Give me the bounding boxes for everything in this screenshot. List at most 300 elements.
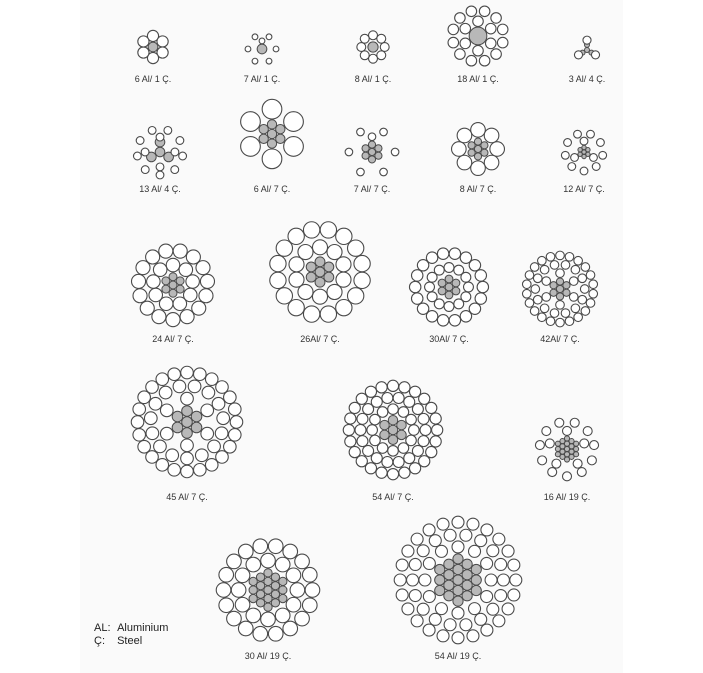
steel-strand <box>468 142 475 149</box>
steel-strand <box>256 590 264 598</box>
conductor-2 <box>355 31 392 84</box>
aluminium-strand <box>540 304 549 313</box>
aluminium-strand <box>591 51 599 59</box>
steel-strand <box>264 586 272 594</box>
aluminium-strand <box>136 137 144 145</box>
steel-strand <box>453 596 463 606</box>
legend <box>94 622 168 648</box>
aluminium-strand <box>154 440 167 453</box>
aluminium-strand <box>393 392 404 403</box>
aluminium-strand <box>156 373 169 386</box>
aluminium-strand <box>587 456 596 465</box>
aluminium-strand <box>411 615 423 627</box>
aluminium-strand <box>555 418 564 427</box>
steel-strand <box>279 577 287 585</box>
aluminium-strand <box>471 123 486 138</box>
aluminium-strand <box>138 36 149 47</box>
aluminium-strand <box>493 615 505 627</box>
aluminium-strand <box>192 301 206 315</box>
aluminium-strand <box>398 443 409 454</box>
aluminium-strand <box>479 6 490 17</box>
steel-strand <box>191 411 202 422</box>
steel-strand <box>267 120 276 129</box>
aluminium-strand <box>402 603 414 615</box>
steel-strand <box>155 147 165 157</box>
aluminium-strand <box>363 445 374 456</box>
aluminium-strand <box>283 544 298 559</box>
conductor-11 <box>270 222 370 344</box>
aluminium-strand <box>429 613 441 625</box>
aluminium-strand <box>449 248 460 259</box>
aluminium-strand <box>354 272 370 288</box>
aluminium-strand <box>268 626 283 641</box>
aluminium-strand <box>146 250 160 264</box>
steel-strand <box>453 554 463 564</box>
aluminium-strand <box>168 368 181 381</box>
steel-strand <box>435 575 445 585</box>
aluminium-strand <box>357 413 368 424</box>
aluminium-strand <box>457 128 472 143</box>
conductor-9 <box>561 130 606 194</box>
aluminium-strand <box>387 469 398 480</box>
aluminium-strand <box>402 545 414 557</box>
aluminium-strand <box>305 583 320 598</box>
aluminium-strand <box>481 591 493 603</box>
conductor-label: 6 Al/ 1 Ç. <box>134 74 172 84</box>
steel-strand <box>397 420 407 430</box>
steel-strand <box>162 285 170 293</box>
conductor-4 <box>569 36 606 84</box>
aluminium-strand <box>452 632 464 644</box>
aluminium-strand <box>452 607 464 619</box>
steel-strand <box>264 594 272 602</box>
conductor-label: 8 Al/ 7 Ç. <box>459 184 497 194</box>
aluminium-strand <box>432 424 443 435</box>
aluminium-strand <box>538 313 547 322</box>
aluminium-strand <box>409 281 420 292</box>
aluminium-strand <box>388 446 399 457</box>
aluminium-strand <box>354 255 370 271</box>
aluminium-strand <box>131 416 144 429</box>
aluminium-strand <box>510 574 522 586</box>
steel-strand <box>362 152 369 159</box>
aluminium-strand <box>455 49 466 60</box>
aluminium-strand <box>238 621 253 636</box>
aluminium-strand <box>235 568 250 583</box>
aluminium-strand <box>194 464 207 477</box>
aluminium-strand <box>391 148 399 156</box>
steel-strand <box>445 283 453 291</box>
aluminium-strand <box>181 392 194 405</box>
aluminium-strand <box>487 545 499 557</box>
aluminium-strand <box>238 544 253 559</box>
aluminium-strand <box>245 46 251 52</box>
aluminium-strand <box>592 163 600 171</box>
aluminium-strand <box>586 299 595 308</box>
aluminium-strand <box>212 397 225 410</box>
aluminium-strand <box>393 457 404 468</box>
aluminium-strand <box>583 36 591 44</box>
aluminium-strand <box>377 407 388 418</box>
aluminium-strand <box>481 624 493 636</box>
aluminium-strand <box>216 583 231 598</box>
aluminium-strand <box>217 412 230 425</box>
steel-strand <box>172 422 183 433</box>
steel-strand <box>560 439 565 444</box>
aluminium-strand <box>200 274 214 288</box>
conductor-label: 45 Al/ 7 Ç. <box>166 492 208 502</box>
aluminium-strand <box>565 317 574 326</box>
steel-strand <box>162 277 170 285</box>
steel-strand <box>388 415 398 425</box>
steel-strand <box>256 599 264 607</box>
aluminium-strand <box>404 453 415 464</box>
aluminium-strand <box>156 171 164 179</box>
legend-key: AL: <box>94 622 111 634</box>
steel-strand <box>182 406 193 417</box>
aluminium-strand <box>156 163 164 171</box>
aluminium-strand <box>542 427 551 436</box>
aluminium-strand <box>586 271 595 280</box>
aluminium-strand <box>577 468 586 477</box>
aluminium-strand <box>580 439 589 448</box>
aluminium-strand <box>423 624 435 636</box>
legend-text: Aluminium <box>117 622 169 634</box>
aluminium-strand <box>561 151 569 159</box>
steel-strand <box>375 145 382 152</box>
conductor-17 <box>216 539 320 661</box>
aluminium-strand <box>246 557 261 572</box>
aluminium-strand <box>427 292 437 302</box>
aluminium-strand <box>186 275 200 289</box>
steel-strand <box>182 428 193 439</box>
steel-strand <box>259 134 268 143</box>
aluminium-strand <box>252 58 258 64</box>
aluminium-strand <box>556 251 565 260</box>
conductor-label: 12 Al/ 7 Ç. <box>563 184 605 194</box>
aluminium-strand <box>590 154 598 162</box>
steel-strand <box>563 282 570 289</box>
conductor-5 <box>133 127 186 194</box>
aluminium-strand <box>138 440 151 453</box>
aluminium-strand <box>181 439 194 452</box>
aluminium-strand <box>418 413 429 424</box>
steel-strand <box>306 272 316 282</box>
steel-strand <box>444 591 454 601</box>
aluminium-strand <box>295 611 310 626</box>
aluminium-strand <box>545 439 554 448</box>
aluminium-strand <box>196 261 210 275</box>
aluminium-strand <box>497 24 508 35</box>
steel-strand <box>276 134 285 143</box>
aluminium-strand <box>423 524 435 536</box>
steel-strand <box>169 273 177 281</box>
conductor-label: 3 Al/ 4 Ç. <box>568 74 606 84</box>
conductor-3 <box>448 6 508 84</box>
aluminium-strand <box>477 281 488 292</box>
conductor-label: 13 Al/ 4 Ç. <box>139 184 181 194</box>
aluminium-strand <box>423 557 435 569</box>
aluminium-strand <box>568 163 576 171</box>
aluminium-strand <box>194 368 207 381</box>
aluminium-strand <box>535 441 544 450</box>
aluminium-strand <box>133 289 147 303</box>
aluminium-strand <box>132 274 146 288</box>
steel-strand <box>481 142 488 149</box>
aluminium-strand <box>166 258 180 272</box>
aluminium-strand <box>599 151 607 159</box>
steel-strand <box>586 148 590 152</box>
aluminium-strand <box>195 449 208 462</box>
aluminium-strand <box>275 608 290 623</box>
aluminium-strand <box>357 128 365 136</box>
steel-strand <box>267 129 276 138</box>
aluminium-strand <box>241 112 261 132</box>
aluminium-strand <box>473 16 484 27</box>
steel-strand <box>453 585 463 595</box>
aluminium-strand <box>409 558 421 570</box>
aluminium-strand <box>357 168 365 176</box>
aluminium-strand <box>227 554 242 569</box>
aluminium-strand <box>426 252 437 263</box>
aluminium-strand <box>508 589 520 601</box>
aluminium-strand <box>270 255 286 271</box>
aluminium-strand <box>201 404 214 417</box>
conductor-12 <box>409 248 488 344</box>
aluminium-strand <box>227 611 242 626</box>
steel-strand <box>444 580 454 590</box>
aluminium-strand <box>345 148 353 156</box>
aluminium-strand <box>396 559 408 571</box>
steel-strand <box>438 287 446 295</box>
aluminium-strand <box>466 55 477 66</box>
conductor-16 <box>535 418 598 502</box>
aluminium-strand <box>152 310 166 324</box>
aluminium-strand <box>484 128 499 143</box>
aluminium-strand <box>360 51 369 60</box>
steel-strand <box>256 573 264 581</box>
aluminium-strand <box>411 293 422 304</box>
aluminium-strand <box>202 386 215 399</box>
steel-strand <box>264 577 272 585</box>
steel-strand <box>574 446 579 451</box>
aluminium-strand <box>546 317 555 326</box>
steel-strand <box>169 281 177 289</box>
aluminium-strand <box>502 545 514 557</box>
aluminium-strand <box>133 403 146 416</box>
aluminium-strand <box>469 260 480 271</box>
aluminium-strand <box>173 297 187 311</box>
aluminium-strand <box>417 545 429 557</box>
aluminium-strand <box>261 553 276 568</box>
aluminium-strand <box>437 518 449 530</box>
aluminium-strand <box>550 261 559 270</box>
conductor-18 <box>394 516 522 661</box>
aluminium-strand <box>357 436 368 447</box>
aluminium-strand <box>565 252 574 261</box>
aluminium-strand <box>144 412 157 425</box>
aluminium-strand <box>231 583 246 598</box>
steel-strand <box>249 586 257 594</box>
steel-strand <box>462 591 472 601</box>
steel-strand <box>271 590 279 598</box>
aluminium-strand <box>437 315 448 326</box>
aluminium-strand <box>444 263 454 273</box>
steel-strand <box>453 564 463 574</box>
aluminium-strand <box>497 37 508 48</box>
aluminium-strand <box>261 612 276 627</box>
aluminium-strand <box>252 34 258 40</box>
aluminium-strand <box>452 142 467 157</box>
conductor-7 <box>345 128 399 194</box>
aluminium-strand <box>284 137 304 157</box>
steel-strand <box>279 594 287 602</box>
aluminium-strand <box>181 366 194 379</box>
aluminium-strand <box>266 34 272 40</box>
aluminium-strand <box>466 6 477 17</box>
aluminium-strand <box>475 270 486 281</box>
steel-strand <box>462 570 472 580</box>
aluminium-strand <box>481 557 493 569</box>
aluminium-strand <box>171 148 179 156</box>
aluminium-strand <box>241 137 261 157</box>
aluminium-strand <box>571 154 579 162</box>
aluminium-strand <box>253 539 268 554</box>
aluminium-strand <box>380 168 388 176</box>
aluminium-strand <box>556 269 565 278</box>
aluminium-strand <box>571 304 580 313</box>
aluminium-strand <box>205 459 218 472</box>
aluminium-strand <box>564 139 572 147</box>
aluminium-strand <box>286 568 301 583</box>
aluminium-strand <box>502 603 514 615</box>
aluminium-strand <box>533 295 542 304</box>
conductor-label: 6 Al/ 7 Ç. <box>253 184 291 194</box>
aluminium-strand <box>181 465 194 478</box>
aluminium-strand <box>188 380 201 393</box>
aluminium-strand <box>273 46 279 52</box>
aluminium-strand <box>538 256 547 265</box>
aluminium-strand <box>133 429 146 442</box>
aluminium-strand <box>312 240 327 255</box>
aluminium-strand <box>495 590 507 602</box>
conductor-label: 26Al/ 7 Ç. <box>300 334 340 344</box>
aluminium-strand <box>475 535 487 547</box>
aluminium-strand <box>540 265 549 274</box>
aluminium-strand <box>475 293 486 304</box>
steel-strand <box>315 267 325 277</box>
aluminium-strand <box>542 277 551 286</box>
aluminium-strand <box>347 240 363 256</box>
aluminium-strand <box>320 306 336 322</box>
aluminium-strand <box>590 441 599 450</box>
aluminium-strand <box>290 583 305 598</box>
aluminium-strand <box>444 302 454 312</box>
aluminium-strand <box>469 603 481 615</box>
conductor-0 <box>135 30 172 84</box>
steel-strand <box>452 287 460 295</box>
aluminium-strand <box>525 271 534 280</box>
conductor-8 <box>452 123 505 194</box>
aluminium-strand <box>235 597 250 612</box>
aluminium-strand <box>171 166 179 174</box>
aluminium-strand <box>444 619 456 631</box>
aluminium-strand <box>597 139 605 147</box>
aluminium-strand <box>219 567 234 582</box>
aluminium-strand <box>460 529 472 541</box>
aluminium-strand <box>430 436 441 447</box>
aluminium-strand <box>259 38 265 44</box>
steel-strand <box>471 585 481 595</box>
aluminium-strand <box>417 603 429 615</box>
steel-strand <box>380 430 390 440</box>
conductor-6 <box>241 99 304 194</box>
aluminium-strand <box>283 621 298 636</box>
steel-strand <box>445 291 453 299</box>
aluminium-strand <box>160 427 173 440</box>
aluminium-strand <box>371 396 382 407</box>
aluminium-strand <box>179 263 193 277</box>
aluminium-strand <box>180 310 194 324</box>
aluminium-strand <box>430 413 441 424</box>
aluminium-strand <box>380 128 388 136</box>
aluminium-strand <box>159 386 172 399</box>
aluminium-strand <box>288 228 304 244</box>
aluminium-strand <box>552 459 561 468</box>
aluminium-strand <box>360 34 369 43</box>
aluminium-strand <box>491 49 502 60</box>
conductor-13 <box>522 251 597 344</box>
aluminium-strand <box>394 574 406 586</box>
aluminium-strand <box>426 402 437 413</box>
aluminium-strand <box>229 403 242 416</box>
aluminium-strand <box>380 43 389 52</box>
aluminium-strand <box>448 37 459 48</box>
aluminium-strand <box>469 545 481 557</box>
aluminium-strand <box>141 148 149 156</box>
aluminium-strand <box>460 619 472 631</box>
steel-strand <box>172 411 183 422</box>
aluminium-strand <box>493 533 505 545</box>
aluminium-strand <box>418 436 429 447</box>
aluminium-strand <box>580 137 588 145</box>
aluminium-strand <box>219 598 234 613</box>
aluminium-strand <box>457 155 472 170</box>
aluminium-strand <box>530 263 539 272</box>
steel-strand <box>380 420 390 430</box>
steel-strand <box>444 570 454 580</box>
aluminium-strand <box>399 382 410 393</box>
aluminium-strand <box>531 285 540 294</box>
aluminium-strand <box>166 449 179 462</box>
steel-strand <box>259 125 268 134</box>
aluminium-strand <box>581 263 590 272</box>
steel-strand <box>249 577 257 585</box>
aluminium-strand <box>286 597 301 612</box>
aluminium-strand <box>460 38 471 49</box>
aluminium-strand <box>448 24 459 35</box>
aluminium-strand <box>461 272 471 282</box>
steel-strand <box>469 27 487 45</box>
aluminium-strand <box>230 416 243 429</box>
conductor-label: 16 Al/ 19 Ç. <box>543 492 591 502</box>
aluminium-strand <box>423 591 435 603</box>
steel-strand <box>550 282 557 289</box>
aluminium-strand <box>491 13 502 24</box>
aluminium-strand <box>460 23 471 34</box>
aluminium-strand <box>276 288 292 304</box>
steel-strand <box>388 425 398 435</box>
